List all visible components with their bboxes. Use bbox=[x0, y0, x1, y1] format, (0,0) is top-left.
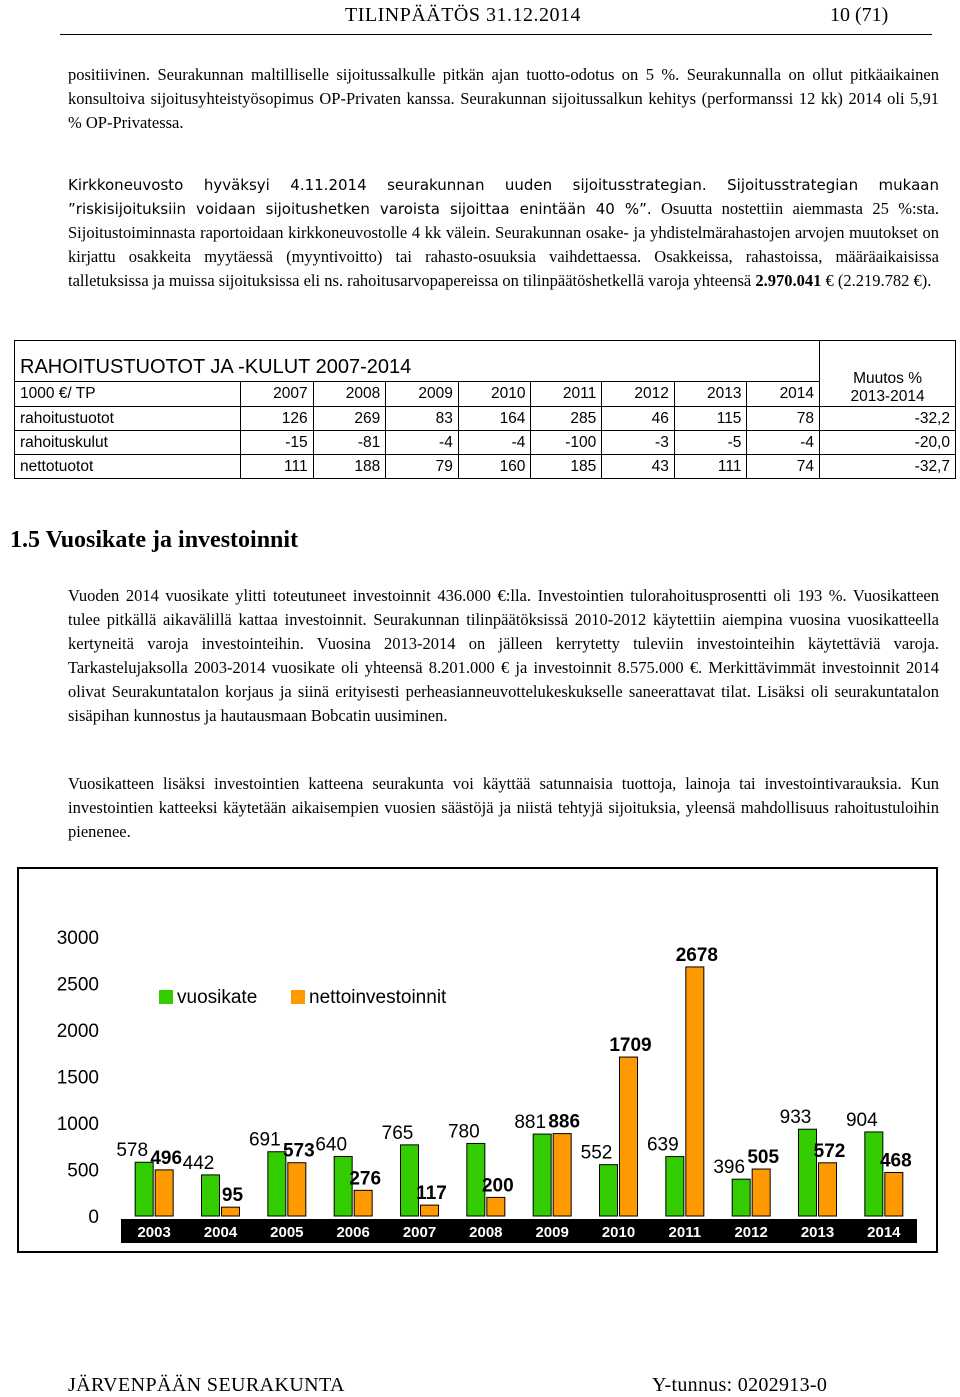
chart-frame bbox=[17, 867, 938, 1253]
change-cell: -32,7 bbox=[820, 455, 956, 479]
strategy-continuation: Osuutta nostettiin aiemmasta 25 %:sta. Sijoitustoiminnasta raportoidaan kirkkoneuvostolle 4 kk välein. Seurakunnan osake- ja yhdistelmärahastojen arvojen muutokset on kirjattu osakkeita myytäessä (myyntivoitto) tai rahasto-osuuksia vaihdettaessa. Osakkeissa, rahastoissa, määräaikaisissa talletuksissa ja muissa sijoituksissa eli ns. rahoitusarvopapereissa on tilinpäätöshetkellä varoja yhteensä bbox=[68, 199, 939, 290]
vuosikate-data-label: 904 bbox=[845, 1109, 878, 1131]
table-cell: 43 bbox=[602, 455, 675, 479]
strategy-end: € (2.219.782 €). bbox=[821, 271, 932, 290]
nettoinvestoinnit-bar bbox=[222, 1207, 240, 1216]
x-tick-label: 2014 bbox=[867, 1224, 901, 1241]
y-tick-label: 1500 bbox=[56, 1067, 99, 1089]
nettoinvestoinnit-bar bbox=[155, 1170, 173, 1216]
nettoinvestoinnit-bar bbox=[421, 1205, 439, 1216]
nettoinvestoinnit-bar bbox=[885, 1172, 903, 1216]
table-cell: 160 bbox=[458, 455, 531, 479]
paragraph-text bbox=[68, 173, 939, 293]
nettoinvestoinnit-bar bbox=[288, 1163, 306, 1216]
year-header: 2013 bbox=[674, 382, 747, 407]
y-tick-label: 2500 bbox=[56, 974, 99, 996]
paragraph-investment-return bbox=[68, 63, 939, 135]
table-cell: -100 bbox=[531, 431, 602, 455]
change-cell: -20,0 bbox=[820, 431, 956, 455]
footer-organization: JÄRVENPÄÄN SEURAKUNTA bbox=[68, 1374, 345, 1396]
table-cell: 78 bbox=[747, 407, 820, 431]
strategy-quote: Kirkkoneuvosto hyväksyi 4.11.2014 seurakunnan uuden sijoitusstrategian. Sijoitusstrategian mukaan ”riskisijoituksiin voidaan sijoitushetken varoista sijoittaa enintään 40 %”. bbox=[68, 176, 939, 218]
table-cell: 83 bbox=[386, 407, 459, 431]
unit-label: 1000 €/ TP bbox=[15, 382, 241, 407]
nettoinvestoinnit-data-label: 117 bbox=[416, 1183, 447, 1205]
paragraph-text: Vuosikatteen lisäksi investointien katteena seurakunta voi käyttää satunnaisia tuottoja, lainoja tai investointivarauksia. Kun investointien katteeksi käytetään aikaisempien vuosien säästöjä ja niistä tehtyjä sijoituksia, yleensä mahdollisuus rahoitustuloihin pienenee. bbox=[68, 774, 939, 841]
x-tick-label: 2012 bbox=[734, 1224, 768, 1241]
nettoinvestoinnit-bar bbox=[354, 1190, 372, 1216]
nettoinvestoinnit-data-label: 1709 bbox=[609, 1035, 652, 1057]
table-row bbox=[15, 431, 956, 455]
year-header: 2012 bbox=[602, 382, 675, 407]
table-cell: 126 bbox=[241, 407, 314, 431]
finance-table bbox=[14, 340, 956, 479]
nettoinvestoinnit-data-label: 95 bbox=[221, 1185, 244, 1207]
page-header bbox=[0, 0, 960, 36]
vuosikate-data-label: 442 bbox=[182, 1152, 215, 1174]
table-cell: 188 bbox=[313, 455, 386, 479]
table-cell: -5 bbox=[674, 431, 747, 455]
nettoinvestoinnit-bar bbox=[819, 1163, 837, 1216]
table-cell: 269 bbox=[313, 407, 386, 431]
vuosikate-bar bbox=[202, 1175, 220, 1216]
x-tick-label: 2007 bbox=[402, 1224, 437, 1241]
nettoinvestoinnit-data-label: 886 bbox=[548, 1111, 581, 1133]
year-header: 2011 bbox=[531, 382, 602, 407]
legend-label: nettoinvestoinnit bbox=[309, 987, 447, 1008]
vuosikate-data-label: 881 bbox=[514, 1112, 547, 1134]
nettoinvestoinnit-data-label: 573 bbox=[282, 1140, 315, 1162]
x-tick-label: 2009 bbox=[535, 1224, 569, 1241]
header-divider bbox=[60, 34, 932, 35]
table-title: RAHOITUSTUOTOT JA -KULUT 2007-2014 bbox=[15, 341, 820, 382]
row-label: rahoituskulut bbox=[15, 431, 241, 455]
bar-chart bbox=[19, 869, 936, 1251]
table-cell: -81 bbox=[313, 431, 386, 455]
legend-label: vuosikate bbox=[177, 987, 258, 1008]
paragraph-text: Vuoden 2014 vuosikate ylitti toteutuneet investoinnit 436.000 €:lla. Investointien tulorahoitusprosentti oli 193 %. Vuosikatteen tulee pitkällä aikavälillä kattaa investoinnit. Seurakunnan tilinpäätöksissä 2010-2012 käytettiin aiempina vuosina vuosikatteella kertyneitä varoja investointeihin. Vuosina 2013-2014 on jälleen kerrytetty tuleviin investointeihin käytettäviä varoja. Tarkastelujaksolla 2003-2014 vuosikate oli yhteensä 8.201.000 € ja investoinnit 8.575.000 €. Merkittävimmät investoinnit 2014 olivat Seurakuntatalon korjaus ja siinä erityisesti perheasianneuvottelukeskukselle saneerattavat tilat. Lisäksi oli seurakuntatalon sisäpihan kunnostus ja hautausmaan Bobcatin uusiminen. bbox=[68, 586, 939, 725]
vuosikate-bar bbox=[533, 1134, 551, 1216]
table-cell: 115 bbox=[674, 407, 747, 431]
x-tick-label: 2003 bbox=[137, 1224, 171, 1241]
change-header-period: 2013-2014 bbox=[850, 388, 925, 405]
year-header: 2014 bbox=[747, 382, 820, 407]
vuosikate-data-label: 780 bbox=[447, 1121, 480, 1143]
nettoinvestoinnit-data-label: 276 bbox=[349, 1168, 382, 1190]
y-tick-label: 500 bbox=[67, 1160, 99, 1182]
table-cell: 164 bbox=[458, 407, 531, 431]
paragraph-vuosikate bbox=[68, 584, 939, 728]
vuosikate-bar bbox=[600, 1165, 618, 1216]
vuosikate-bar bbox=[732, 1179, 750, 1216]
x-tick-label: 2013 bbox=[800, 1224, 835, 1241]
nettoinvestoinnit-data-label: 468 bbox=[879, 1150, 912, 1172]
x-tick-label: 2006 bbox=[336, 1224, 370, 1241]
vuosikate-data-label: 396 bbox=[713, 1157, 746, 1179]
nettoinvestoinnit-bar bbox=[752, 1169, 770, 1216]
total-assets-value: 2.970.041 bbox=[755, 271, 822, 290]
document-title: TILINPÄÄTÖS 31.12.2014 bbox=[345, 4, 581, 26]
table-cell: 111 bbox=[674, 455, 747, 479]
table-cell: -4 bbox=[458, 431, 531, 455]
vuosikate-bar bbox=[666, 1157, 684, 1216]
y-tick-label: 3000 bbox=[56, 928, 99, 949]
vuosikate-data-label: 552 bbox=[580, 1142, 613, 1164]
row-label: rahoitustuotot bbox=[15, 407, 241, 431]
table-cell: -4 bbox=[747, 431, 820, 455]
y-tick-label: 0 bbox=[88, 1207, 99, 1228]
nettoinvestoinnit-data-label: 572 bbox=[813, 1140, 846, 1162]
vuosikate-data-label: 933 bbox=[779, 1107, 812, 1129]
x-tick-label: 2008 bbox=[469, 1224, 503, 1241]
x-tick-label: 2004 bbox=[203, 1224, 238, 1241]
change-cell: -32,2 bbox=[820, 407, 956, 431]
vuosikate-data-label: 691 bbox=[248, 1129, 281, 1151]
footer-business-id: Y-tunnus: 0202913-0 bbox=[652, 1374, 828, 1396]
nettoinvestoinnit-bar bbox=[686, 967, 704, 1216]
table-title-row bbox=[15, 341, 956, 382]
year-header: 2010 bbox=[458, 382, 531, 407]
vuosikate-data-label: 578 bbox=[116, 1140, 149, 1162]
table-row bbox=[15, 407, 956, 431]
table-cell: 74 bbox=[747, 455, 820, 479]
change-header bbox=[820, 341, 956, 407]
nettoinvestoinnit-bar bbox=[553, 1134, 571, 1216]
year-header: 2008 bbox=[313, 382, 386, 407]
year-header: 2007 bbox=[241, 382, 314, 407]
row-label: nettotuotot bbox=[15, 455, 241, 479]
table-cell: -3 bbox=[602, 431, 675, 455]
year-header: 2009 bbox=[386, 382, 459, 407]
nettoinvestoinnit-data-label: 496 bbox=[150, 1147, 183, 1169]
table-cell: 79 bbox=[386, 455, 459, 479]
vuosikate-bar bbox=[401, 1145, 419, 1216]
nettoinvestoinnit-bar bbox=[620, 1057, 638, 1216]
table-cell: 46 bbox=[602, 407, 675, 431]
vuosikate-bar bbox=[865, 1132, 883, 1216]
table-cell: -4 bbox=[386, 431, 459, 455]
vuosikate-data-label: 765 bbox=[381, 1122, 414, 1144]
nettoinvestoinnit-data-label: 2678 bbox=[675, 944, 718, 966]
x-tick-label: 2010 bbox=[601, 1224, 636, 1241]
section-heading: 1.5 Vuosikate ja investoinnit bbox=[10, 527, 299, 553]
y-tick-label: 2000 bbox=[56, 1021, 99, 1042]
x-tick-label: 2011 bbox=[668, 1224, 702, 1241]
change-header-label: Muutos % bbox=[853, 370, 922, 387]
table-cell: -15 bbox=[241, 431, 314, 455]
nettoinvestoinnit-data-label: 200 bbox=[481, 1175, 514, 1197]
paragraph-investment-strategy bbox=[68, 173, 939, 293]
table-cell: 111 bbox=[241, 455, 314, 479]
y-tick-label: 1000 bbox=[56, 1114, 99, 1135]
vuosikate-data-label: 640 bbox=[315, 1134, 348, 1156]
table-cell: 185 bbox=[531, 455, 602, 479]
legend-swatch bbox=[291, 990, 305, 1004]
nettoinvestoinnit-bar bbox=[487, 1197, 505, 1216]
paragraph-text: positiivinen. Seurakunnan maltilliselle sijoitussalkulle pitkän ajan tuotto-odotus on 5 %. Seurakunnalla on ollut pitkäaikainen konsultoiva sijoitusyhteistyösopimus OP-Privaten kanssa. Seurakunnan sijoitussalkun kehitys (performanssi 12 kk) 2014 oli 5,91 % OP-Privatessa. bbox=[68, 65, 939, 132]
table-header-row bbox=[15, 382, 956, 407]
x-tick-label: 2005 bbox=[270, 1224, 304, 1241]
paragraph-financing bbox=[68, 772, 939, 844]
vuosikate-bar bbox=[135, 1162, 153, 1216]
table-row bbox=[15, 455, 956, 479]
x-axis-band bbox=[121, 1219, 917, 1243]
page-number: 10 (71) bbox=[830, 4, 889, 26]
vuosikate-data-label: 639 bbox=[646, 1134, 679, 1156]
legend-swatch bbox=[159, 990, 173, 1004]
table-cell: 285 bbox=[531, 407, 602, 431]
nettoinvestoinnit-data-label: 505 bbox=[747, 1147, 780, 1169]
